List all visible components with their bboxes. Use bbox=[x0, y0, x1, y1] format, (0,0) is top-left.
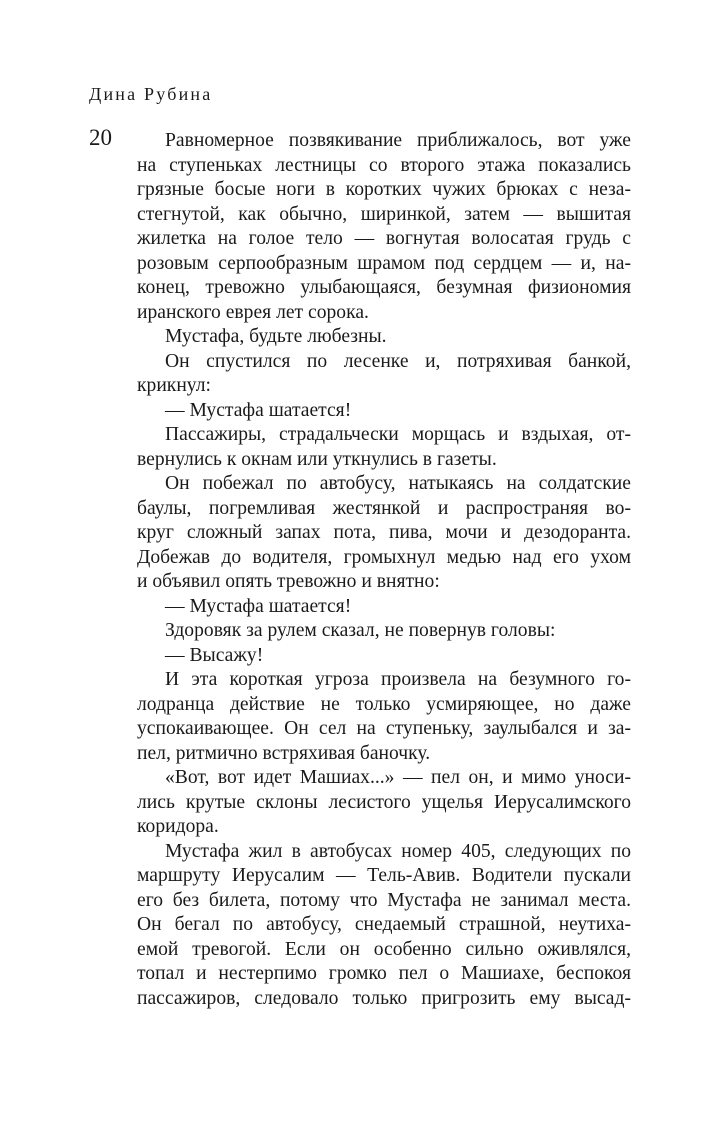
text-line: круг сложный запах пота, пива, мочи и дезодоранта. bbox=[137, 522, 631, 543]
text-line: маршруту Иерусалим — Тель-Авив. Водители пускали bbox=[137, 865, 631, 886]
text-line: Здоровяк за рулем сказал, не повернув головы: bbox=[165, 620, 556, 641]
text-line: пел, ритмично встряхивая баночку. bbox=[137, 742, 431, 764]
text-line: его без билета, потому что Мустафа не занимал места. bbox=[137, 889, 631, 911]
text-line: розовым серпообразным шрамом под сердцем — и, на- bbox=[137, 252, 631, 274]
text-line: жилетка на голое тело — вогнутая волосатая грудь с bbox=[137, 228, 631, 249]
text-line: — Высажу! bbox=[165, 644, 264, 666]
text-line: лодранца действие не только усмиряющее, но даже bbox=[137, 693, 631, 715]
body-text bbox=[137, 129, 631, 1011]
text-line: — Мустафа шатается! bbox=[165, 595, 352, 617]
running-header-author: Дина Рубина bbox=[89, 84, 213, 104]
text-line: Он бегал по автобусу, снедаемый страшной, неутиха- bbox=[137, 914, 631, 935]
text-line: вернулись к окнам или уткнулись в газеты. bbox=[137, 448, 497, 470]
text-line: Он спустился по лесенке и, потряхивая банкой, bbox=[165, 350, 631, 372]
text-line: конец, тревожно улыбающаяся, безумная физиономия bbox=[137, 277, 631, 298]
text-line: емой тревогой. Если он особенно сильно оживлялся, bbox=[137, 938, 631, 960]
page-number: 20 bbox=[89, 125, 112, 150]
text-line: стегнутой, как обычно, ширинкой, затем — вышитая bbox=[137, 203, 631, 225]
text-line: «Вот, вот идет Машиах...» — пел он, и мимо уноси- bbox=[165, 767, 631, 788]
text-line: Он побежал по автобусу, натыкаясь на солдатские bbox=[165, 473, 631, 494]
text-line: иранского еврея лет сорока. bbox=[137, 301, 369, 323]
text-line: И эта короткая угроза произвела на безумного го- bbox=[165, 669, 631, 690]
text-line: грязные босые ноги в коротких чужих брюках с неза- bbox=[137, 179, 631, 200]
text-line: баулы, погремливая жестянкой и распространяя во- bbox=[137, 497, 631, 519]
text-line: лись крутые склоны лесистого ущелья Иерусалимского bbox=[137, 791, 631, 813]
text-line: Добежав до водителя, громыхнул медью над его ухом bbox=[137, 546, 631, 568]
text-line: коридора. bbox=[137, 816, 219, 837]
text-line: пассажиров, следовало только пригрозить ему высад- bbox=[137, 987, 631, 1009]
text-line: — Мустафа шатается! bbox=[165, 399, 352, 421]
text-line: крикнул: bbox=[137, 375, 211, 396]
text-line: Равномерное позвякивание приближалось, вот уже bbox=[165, 130, 631, 151]
text-line: Мустафа, будьте любезны. bbox=[165, 326, 387, 347]
text-line: Пассажиры, страдальчески морщась и вздыхая, от- bbox=[165, 424, 631, 445]
text-line: на ступеньках лестницы со второго этажа показались bbox=[137, 154, 631, 176]
text-line: и объявил опять тревожно и внятно: bbox=[137, 571, 440, 592]
text-line: успокаивающее. Он сел на ступеньку, заулыбался и за- bbox=[137, 718, 631, 739]
text-line: Мустафа жил в автобусах номер 405, следующих по bbox=[165, 840, 631, 862]
text-line: топал и нестерпимо громко пел о Машиахе, беспокоя bbox=[137, 963, 631, 984]
